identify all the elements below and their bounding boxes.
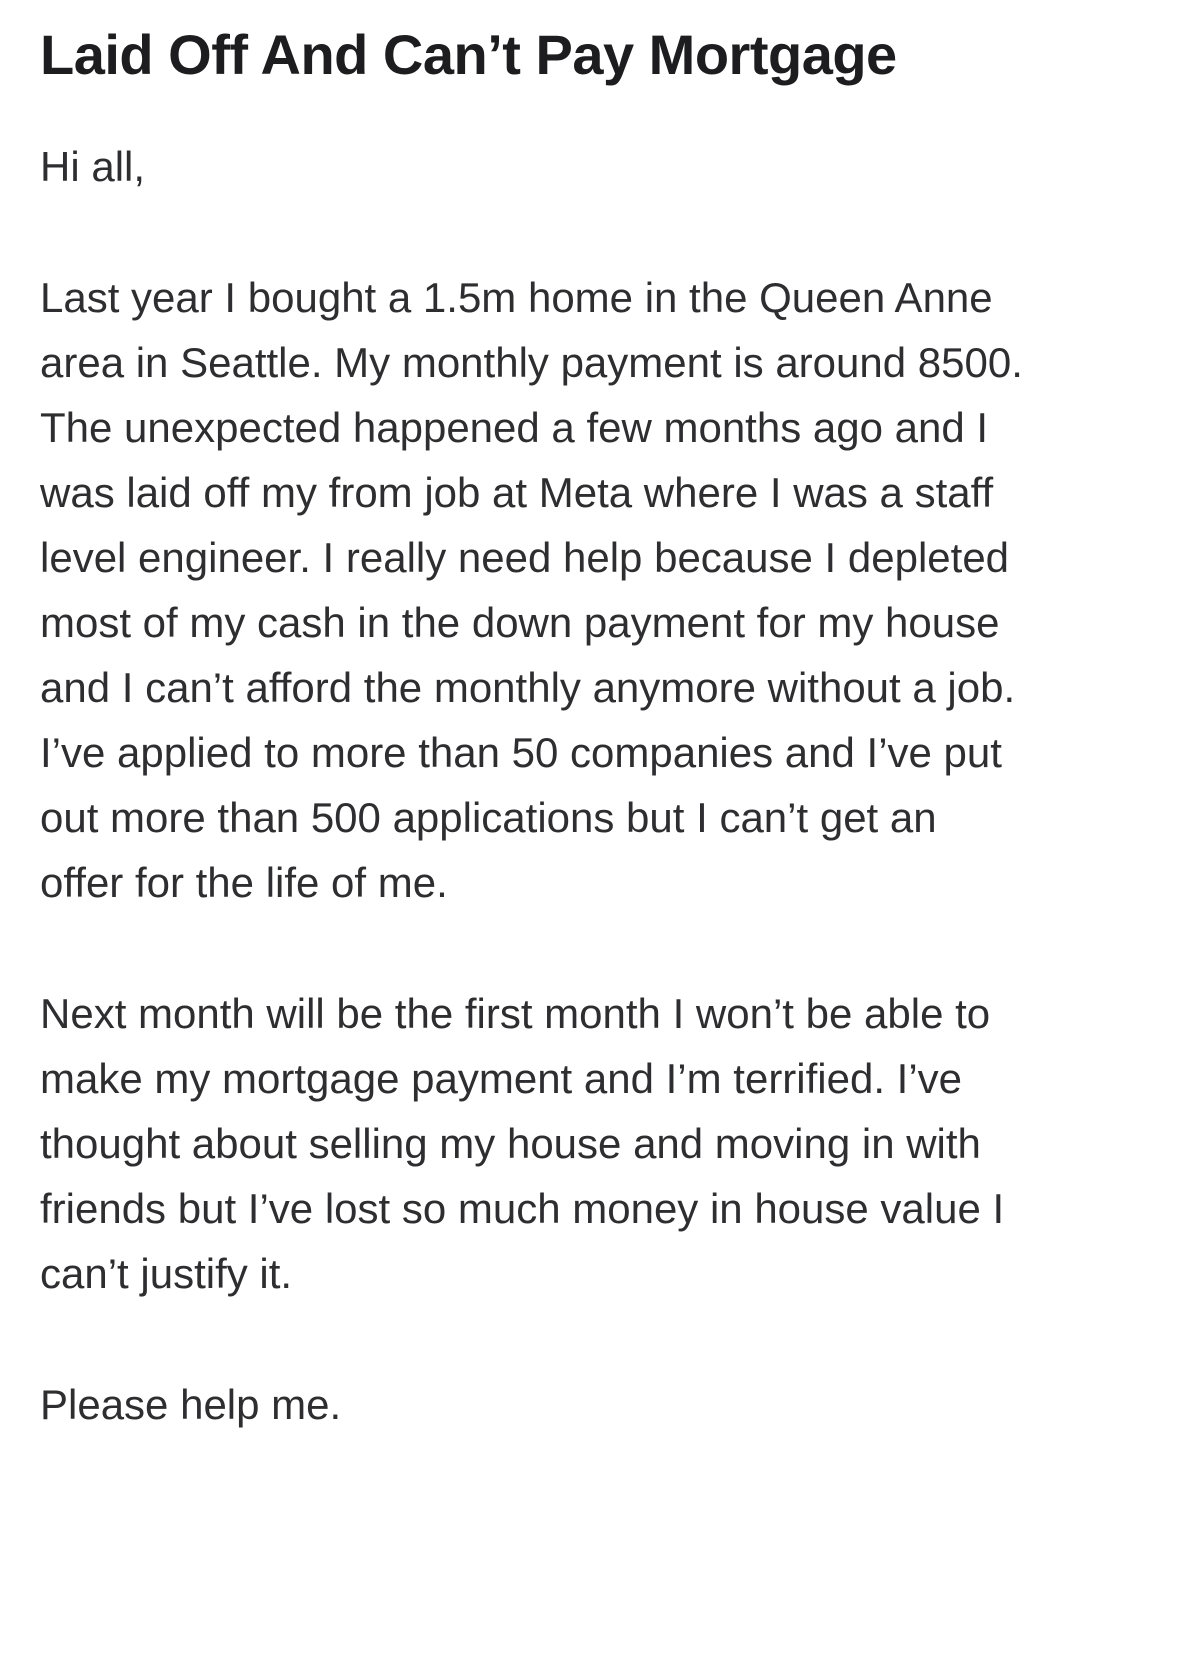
post-title: Laid Off And Can’t Pay Mortgage — [40, 23, 897, 86]
post-paragraph-body-2: Next month will be the first month I won’t be able to make my mortgage payment and I’m terrified. I’ve thought about selling my house and moving in with friends but I’ve lost so much money in house value I can’t justify it. — [40, 990, 1005, 1297]
post-paragraph-body-1: Last year I bought a 1.5m home in the Queen Anne area in Seattle. My monthly payment is around 8500. The unexpected happened a few months ago and I was laid off my from job at Meta where I was a staff level engineer. I really need help because I depleted most of my cash in the down payment for my house and I can’t afford the monthly anymore without a job. I’ve applied to more than 50 companies and I’ve put out more than 500 applications but I can’t get an offer for the life of me. — [40, 274, 1023, 906]
post-paragraph-greeting: Hi all, — [40, 143, 146, 190]
post-paragraph-closing: Please help me. — [40, 1381, 342, 1428]
